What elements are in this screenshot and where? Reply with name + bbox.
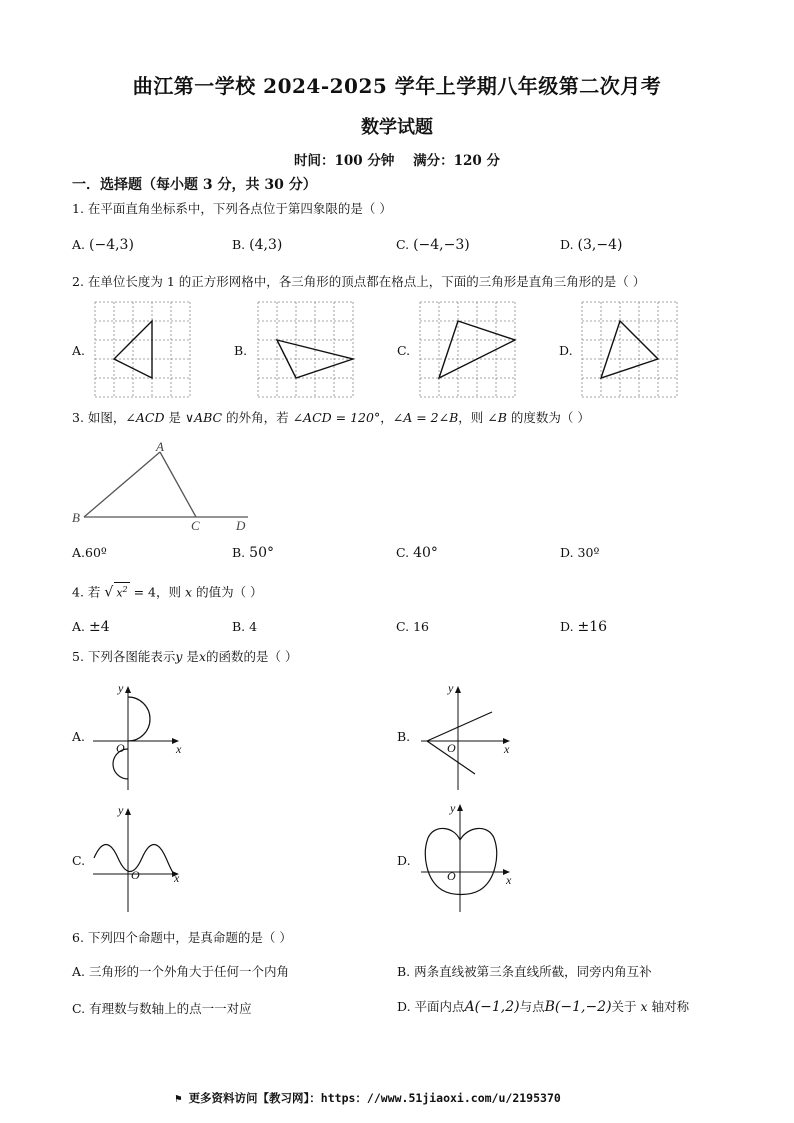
q5-option-d-label: D. [397,853,411,868]
svg-text:O: O [116,741,125,755]
q1-option-b: B. (4,3) [232,237,283,253]
q1-stem: 1. 在平面直角坐标系中，下列各点位于第四象限的是（ ） [72,201,392,216]
q1-option-c: C. (−4,−3) [396,237,470,253]
q5-graph-b [418,678,528,793]
q3-option-c: C. 40° [396,545,438,561]
q5-stem: 5. 下列各图能表示y 是x的函数的是（ ） [72,649,298,664]
q5-option-b-label: B. [397,729,411,744]
svg-text:y: y [118,681,124,695]
q6-option-b: B. 两条直线被第三条直线所截，同旁内角互补 [397,964,652,979]
q4-option-b: B. 4 [232,619,258,634]
triangle [601,321,658,378]
q1-option-a: A. (−4,3) [72,237,134,253]
svg-text:y: y [450,801,456,815]
q6-option-c: C. 有理数与数轴上的点一一对应 [72,1001,252,1016]
q4-radical: $x^2$ [114,582,129,600]
q3-option-d: D. 30º [560,545,600,560]
label-a: A [156,439,164,454]
label-d: D [236,518,246,533]
q6-stem: 6. 下列四个命题中，是真命题的是（ ） [72,930,292,945]
svg-text:O: O [447,741,456,755]
q2-option-a-label: A. [72,343,86,358]
q5-option-a-label: A. [72,729,86,744]
q6-option-a: A. 三角形的一个外角大于任何一个内角 [72,964,290,979]
q5-graph-c [90,800,200,915]
q2-figure-d [580,300,680,400]
triangle [114,321,152,378]
q4-stem: 4. 若 √ $x^2 = 4$，则 x 的值为（ ） [72,582,263,601]
q4-option-c: C. 16 [396,619,429,634]
q2-option-d-label: D. [559,343,573,358]
q2-figure-c [418,300,518,400]
triangle [439,321,515,378]
q2-option-b-label: B. [234,343,248,358]
grid [95,302,191,397]
label-c: C [191,518,200,533]
grid [420,302,516,397]
q5-graph-d [418,800,528,915]
svg-text:x: x [506,873,512,887]
exam-subject: 数学试题 [361,117,433,138]
q4-option-d: D. ±16 [560,619,608,635]
section-heading: 一．选择题（每小题 3 分，共 30 分） [72,177,317,193]
q4-option-a: A. ±4 [72,619,110,635]
svg-text:y: y [448,681,454,695]
q2-figure-a [93,300,193,400]
svg-text:y: y [118,803,124,817]
q3-option-b: B. 50° [232,545,274,561]
svg-text:x: x [174,871,180,885]
svg-text:x: x [504,742,510,756]
label-b: B [72,510,80,525]
q5-option-c-label: C. [72,853,86,868]
svg-text:O: O [447,869,456,883]
flag-icon: ⚑ [175,1092,182,1105]
q5-graph-a [90,678,200,793]
q3-triangle-figure [70,440,270,540]
q1-option-d: D. (3,−4) [560,237,623,253]
exam-info: 时间：100 分钟 满分：120 分 [293,153,501,169]
q3-option-a: A.60º [72,545,107,560]
grid [258,302,354,397]
q2-stem: 2. 在单位长度为 1 的正方形网格中，各三角形的顶点都在格点上，下面的三角形是直角三角形的是（ ） [72,274,646,289]
svg-text:x: x [176,742,182,756]
q6-option-d: D. 平面内点A(−1,2)与点B(−1,−2)关于 x 轴对称 [397,999,690,1015]
q2-option-c-label: C. [397,343,411,358]
q3-stem: 3. 如图，∠ACD 是 ∨ABC 的外角，若 ∠ACD = 120°，∠A = 2∠B，则 ∠B 的度数为（ ） [72,410,590,425]
exam-title: 曲江第一学校 2024-2025 学年上学期八年级第二次月考 [132,74,662,98]
q2-figure-b [256,300,356,400]
footer-link[interactable]: ⚑ 更多资料访问【教习网】：https：//www.51jiaoxi.com/u/2195370 [175,1091,561,1105]
grid [582,302,678,397]
svg-text:O: O [131,868,140,882]
